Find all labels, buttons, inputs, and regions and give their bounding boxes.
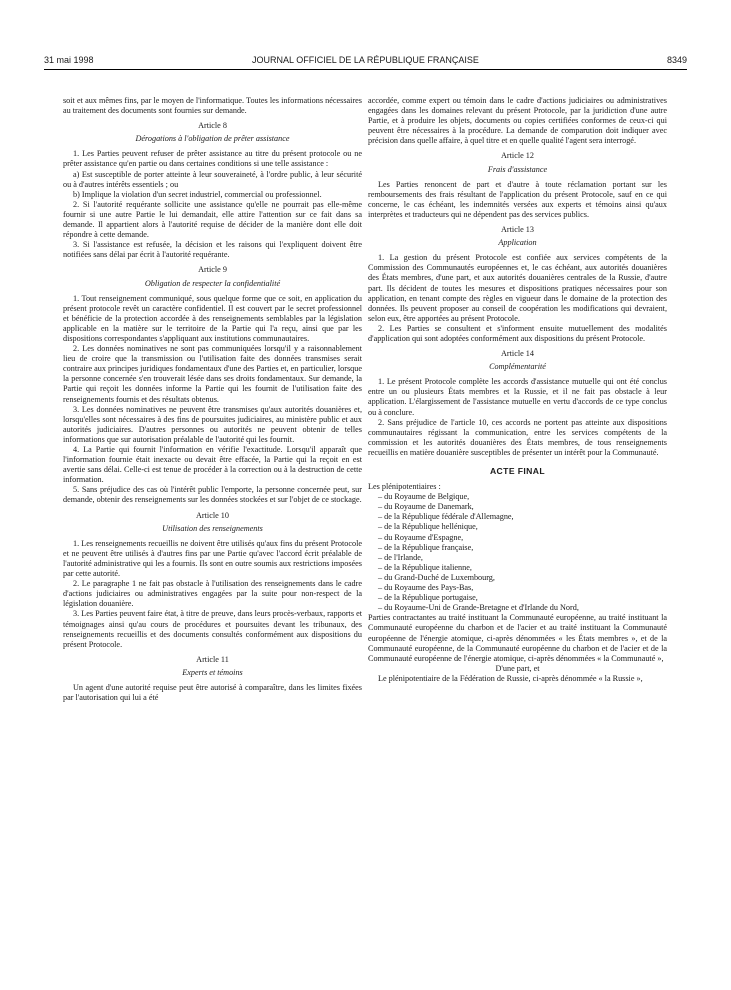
article-9-title: Article 9 (198, 265, 227, 275)
header-page-number: 8349 (666, 55, 687, 65)
article-10-subtitle: Utilisation des renseignements (162, 523, 263, 533)
paragraph: 1. Tout renseignement communiqué, sous quelque forme que ce soit, en application du présent protocole revêt un caractère confidentiel. Il est couvert par le secret professionnel et bénéficie de la protection accordée à des renseignements semblables par la législation applicable en la matière sur le territoire de la Partie qui l'a reçu, ainsi que par les dispositions correspondantes s'appliquant aux institutions communautaires. (63, 293, 362, 343)
paragraph: 2. Sans préjudice de l'article 10, ces accords ne portent pas atteinte aux dispositions communautaires régissant la communication, entre les services compétents de la commission et les autorités douanières des États membres, de tous renseignements recueillis en matière douanière susceptibles de présenter un intérêt pour la Communauté. (368, 417, 667, 457)
plenipotentiary-item: – de la République fédérale d'Allemagne, (368, 512, 667, 522)
plenipotentiary-item: – de l'Irlande, (368, 553, 667, 563)
article-11-subtitle: Experts et témoins (182, 667, 243, 677)
article-9-subtitle: Obligation de respecter la confidentialité (144, 278, 281, 288)
plenipotentiary-item: – de la République portugaise, (368, 593, 667, 603)
right-column (368, 96, 667, 684)
paragraph: 1. Le présent Protocole complète les accords d'assistance mutuelle qui ont été conclus entre un ou plusieurs États membres et la Russie, et il ne fait pas obstacle à leur application. L'élargissement de l'assistance mutuelle en vertu d'accords de ce type conclus ou à conclure. (368, 377, 667, 417)
article-14-subtitle: Complémentarité (489, 362, 546, 372)
plenipotentiary-item: – de la République hellénique, (368, 522, 667, 532)
plenipotentiaries-intro: Les plénipotentiaires : (368, 482, 441, 492)
plenipotentiaries-list (368, 492, 667, 613)
paragraph: 3. Si l'assistance est refusée, la décision et les raisons qui l'expliquent doivent être notifiées sans délai par écrit à l'autorité requérante. (63, 240, 362, 260)
paragraph: Parties contractantes au traité instituant la Communauté européenne, au traité instituant la Communauté européenne du charbon et de l'acier et au traité instituant la Communauté européenne de l'énergie atomique, ci-après dénommées « les États membres », et de la Communauté européenne, de la Communauté européenne du charbon et de l'acier et de la Communauté européenne de l'énergie atomique, ci-après dénommées « la Communauté », (368, 613, 667, 663)
article-8-subtitle: Dérogations à l'obligation de prêter assistance (135, 134, 290, 144)
paragraph: Les Parties renoncent de part et d'autre à toute réclamation portant sur les remboursements des frais résultant de l'application du présent Protocole, sauf en ce qui concerne, le cas échéant, les indemnités versées aux experts et témoins ainsi qu'aux interprètes et traducteurs qui ne dépendent pas des services publics. (368, 179, 667, 219)
paragraph: soit et aux mêmes fins, par le moyen de l'informatique. Toutes les informations nécessaires au traitement des documents sont fournies sur demande. (63, 96, 362, 116)
paragraph: a) Est susceptible de porter atteinte à leur souveraineté, à l'ordre public, à leur sécurité ou à d'autres intérêts essentiels ; ou (63, 169, 362, 189)
plenipotentiary-item: – de la République française, (368, 543, 667, 553)
header-title: JOURNAL OFFICIEL DE LA RÉPUBLIQUE FRANÇAISE (252, 55, 479, 65)
paragraph: 4. La Partie qui fournit l'information en vérifie l'exactitude. Lorsqu'il apparaît que l'information fournie était inexacte ou devait être effacée, la Partie qui la reçoit en est avertie sans délai. Celle-ci est tenue de procéder à la correction ou à la destruction de cette information. (63, 445, 362, 485)
paragraph: 2. Le paragraphe 1 ne fait pas obstacle à l'utilisation des renseignements dans le cadre d'actions judiciaires ou administratives engagées par la suite pour non-respect de la législation douanière. (63, 579, 362, 609)
paragraph: 3. Les Parties peuvent faire état, à titre de preuve, dans leurs procès-verbaux, rapports et témoignages ainsi qu'au cours de procédures et poursuites devant les tribunaux, des renseignements recueillis et des documents consultés conformément aux dispositions du présent Protocole. (63, 609, 362, 649)
plenipotentiary-item: – de la République italienne, (368, 563, 667, 573)
paragraph: Un agent d'une autorité requise peut être autorisé à comparaître, dans les limites fixées par l'autorisation qui lui a été (63, 682, 362, 703)
article-11-title: Article 11 (196, 654, 229, 664)
paragraph: 2. Si l'autorité requérante sollicite une assistance qu'elle ne pourrait pas elle-même fournir si une autre Partie le lui demandait, elle attire l'attention sur ce fait dans sa demande. Il appartient alors à l'autorité requise de décider de la manière dont elle doit répondre à cette demande. (63, 199, 362, 240)
plenipotentiary-item: – du Royaume-Uni de Grande-Bretagne et d'Irlande du Nord, (368, 603, 667, 613)
acte-final-title: ACTE FINAL (489, 466, 546, 476)
plenipotentiary-item: – du Royaume d'Espagne, (368, 533, 667, 543)
paragraph: 2. Les données nominatives ne sont pas communiquées lorsqu'il y a raisonnablement lieu de croire que la transmission ou l'utilisation faite des données transmises serait contraire aux principes juridiques fondamentaux d'une des Parties et, en particulier, lorsque la personne concernée s'en trouverait lésée dans ses droits fondamentaux. Sur demande, la Partie qui reçoit les données informe la Partie qui les fournit de l'utilisation faite des renseignements fournis et des résultats obtenus. (63, 344, 362, 404)
paragraph: 3. Les données nominatives ne peuvent être transmises qu'aux autorités douanières et, lorsqu'elles sont nécessaires à des fins de poursuites judiciaires, au ministère public et aux autorités judiciaires. D'autres personnes ou autorités ne peuvent obtenir de telles informations que sur autorisation préalable de l'autorité qui les fournit. (63, 404, 362, 444)
header-date: 31 mai 1998 (44, 55, 94, 65)
paragraph: Le plénipotentiaire de la Fédération de Russie, ci-après dénommée « la Russie », (378, 673, 643, 683)
left-column (63, 96, 362, 703)
page-header (44, 55, 687, 70)
article-13-subtitle: Application (498, 238, 537, 248)
paragraph: 1. Les Parties peuvent refuser de prêter assistance au titre du présent protocole ou ne prêter assistance qu'en partie ou dans certaines conditions si une telle assistance : (63, 149, 362, 169)
article-13-title: Article 13 (501, 225, 534, 235)
article-12-title: Article 12 (501, 151, 534, 161)
plenipotentiary-item: – du Royaume de Belgique, (368, 492, 667, 502)
paragraph: 2. Les Parties se consultent et s'informent ensuite mutuellement des modalités d'application qui sont adoptées conformément aux dispositions du présent Protocole. (368, 323, 667, 343)
plenipotentiary-item: – du Royaume des Pays-Bas, (368, 583, 667, 593)
paragraph: b) Implique la violation d'un secret industriel, commercial ou professionnel. (73, 189, 322, 199)
article-12-subtitle: Frais d'assistance (487, 164, 548, 174)
article-10-title: Article 10 (196, 510, 229, 520)
article-8-title: Article 8 (198, 121, 227, 131)
paragraph: D'une part, et (495, 663, 540, 673)
paragraph: 5. Sans préjudice des cas où l'intérêt public l'emporte, la personne concernée peut, sur demande, obtenir des renseignements sur les données stockées et sur l'objet de ce stockage. (63, 485, 362, 505)
plenipotentiary-item: – du Royaume de Danemark, (368, 502, 667, 512)
article-14-title: Article 14 (501, 349, 534, 359)
paragraph: 1. Les renseignements recueillis ne doivent être utilisés qu'aux fins du présent Protocole et ne peuvent être utilisés à d'autres fins par une Partie qu'avec l'accord écrit préalable de l'autorité administrative qui les a fournis. Ils sont en outre soumis aux restrictions imposées par cette autorité. (63, 538, 362, 579)
paragraph: accordée, comme expert ou témoin dans le cadre d'actions judiciaires ou administratives engagées dans les domaines relevant du présent Protocole, par la juridiction d'une autre Partie, et à produire les objets, documents ou copies certifiées conformes de ceux-ci qui peuvent être nécessaires à la procédure. La demande de comparution doit indiquer avec précision dans quelle affaire, à quel titre et en quelle qualité l'agent sera interrogé. (368, 96, 667, 146)
plenipotentiary-item: – du Grand-Duché de Luxembourg, (368, 573, 667, 583)
paragraph: 1. La gestion du présent Protocole est confiée aux services compétents de la Commission des Communautés européennes et, le cas échéant, aux autorités douanières des États membres, d'une part, et aux autorités douanières centrales de la Russie, d'autre part. Ils décident de toutes les mesures et dispositions pratiques nécessaires pour son application, en tenant compte des règles en vigueur dans le domaine de la protection des données. Ils peuvent proposer au conseil de coopération les modifications qui devraient, selon eux, être apportées au présent Protocole. (368, 253, 667, 323)
